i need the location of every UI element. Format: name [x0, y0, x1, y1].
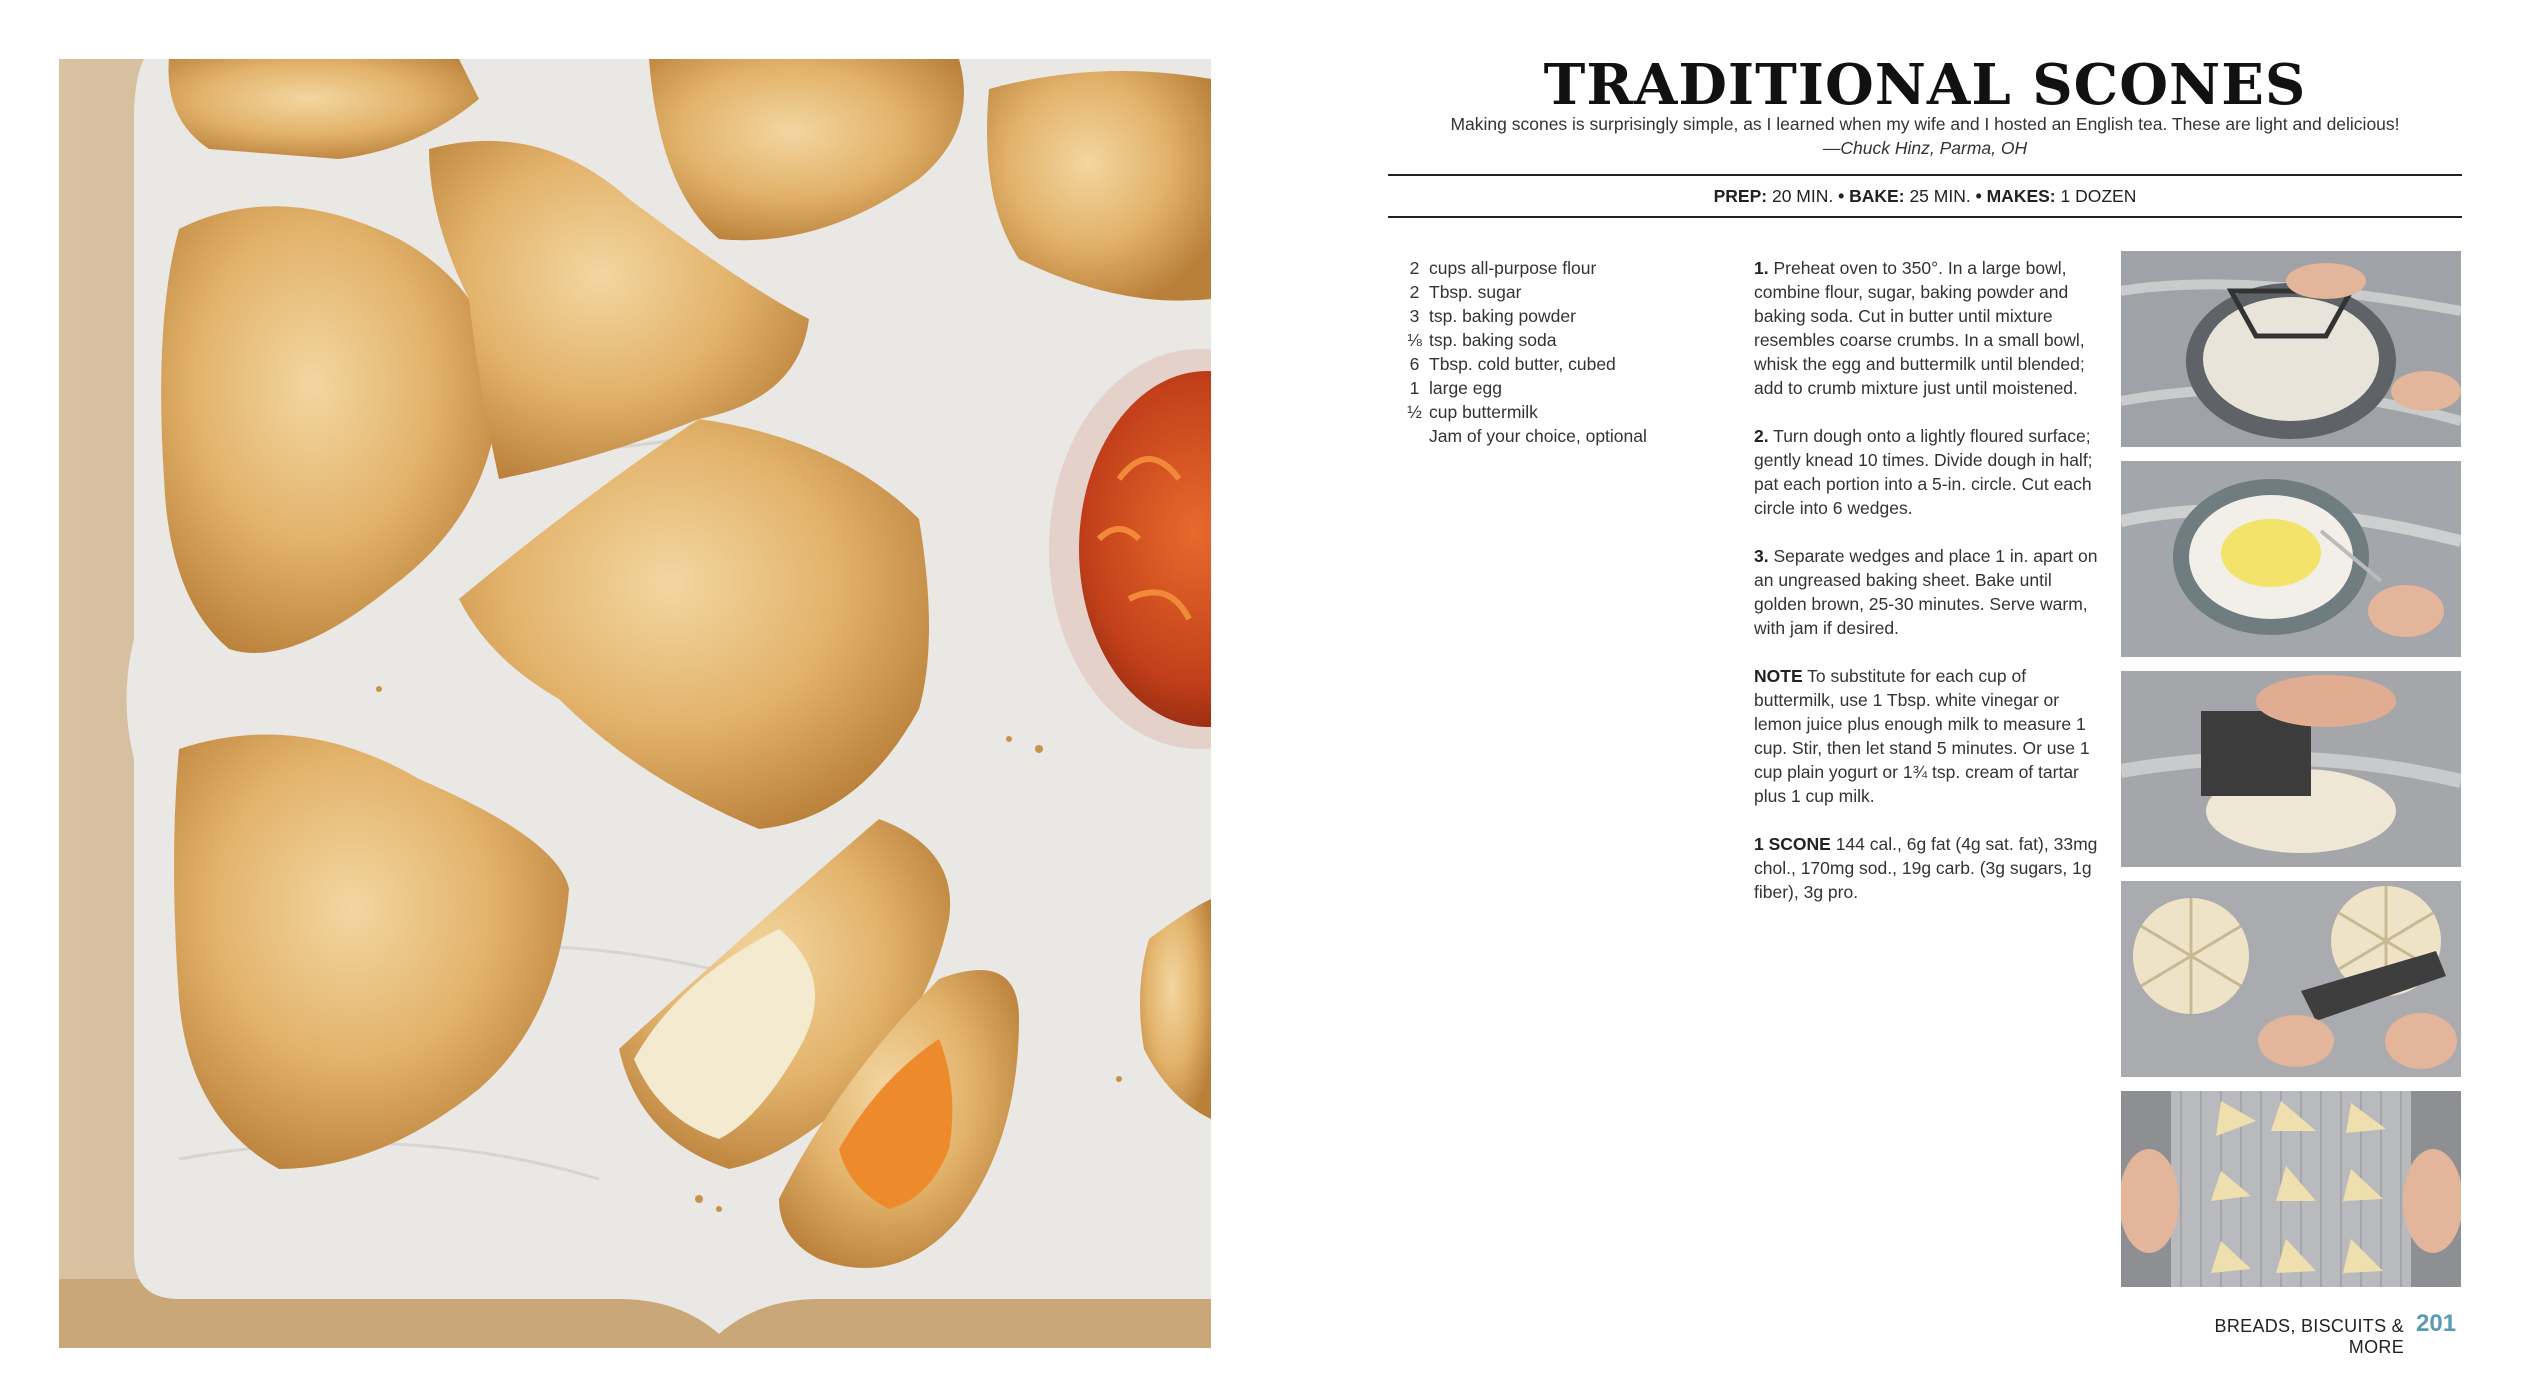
ingredient-qty: ½: [1407, 402, 1422, 422]
ingredient-row: [1400, 400, 1700, 424]
nutrition: [1754, 832, 2104, 904]
ingredient-item: tsp. baking powder: [1429, 306, 1576, 326]
bake-label: BAKE:: [1849, 186, 1905, 206]
ingredient-item: cup buttermilk: [1429, 402, 1538, 422]
prep-value: 20 MIN.: [1771, 186, 1834, 206]
ingredient-row: [1400, 256, 1700, 280]
nutrition-label: 1 SCONE: [1754, 834, 1831, 854]
ingredient-item: Jam of your choice, optional: [1429, 426, 1647, 446]
step-number: 1.: [1754, 258, 1769, 278]
note-text: To substitute for each cup of buttermilk, use 1 Tbsp. white vinegar or lemon juice plus enough milk to measure 1 cup. Stir, then let stand 5 minutes. Or use 1 cup plain yogurt or 1¾ tsp. cream of tartar plus 1 cup milk.: [1754, 666, 2090, 806]
note-label: NOTE: [1754, 666, 1803, 686]
step-text: Separate wedges and place 1 in. apart on an ungreased baking sheet. Bake until golden brown, 25-30 minutes. Serve warm, with jam if desired.: [1754, 546, 2098, 638]
note: [1754, 664, 2104, 808]
recipe-meta: [1390, 186, 2460, 207]
step-photo-baking-sheet: [2121, 1091, 2461, 1287]
step-photo-dough: [2121, 671, 2461, 867]
footer-section-title: BREADS, BISCUITS & MORE: [2214, 1316, 2404, 1357]
ingredient-item: Tbsp. cold butter, cubed: [1429, 354, 1616, 374]
ingredient-qty: 1: [1409, 378, 1420, 398]
step-1: [1754, 256, 2104, 400]
ingredient-qty: 2: [1409, 258, 1420, 278]
bake-value: 25 MIN.: [1909, 186, 1971, 206]
nutrition-text: 144 cal., 6g fat (4g sat. fat), 33mg chol., 170mg sod., 19g carb. (3g sugars, 1g fiber), 3g pro.: [1754, 834, 2098, 902]
ingredient-item: Tbsp. sugar: [1429, 282, 1522, 302]
makes-value: 1 DOZEN: [2060, 186, 2137, 206]
scones-hero-photo: [59, 59, 1211, 1348]
ingredient-row: [1400, 328, 1700, 352]
top-rule: [1388, 174, 2462, 176]
meta-separator: •: [1838, 186, 1845, 206]
ingredient-item: large egg: [1429, 378, 1502, 398]
ingredient-row: [1400, 376, 1700, 400]
step-3: [1754, 544, 2104, 640]
step-number: 2.: [1754, 426, 1769, 446]
recipe-title: TRADITIONAL SCONES: [1543, 52, 2307, 118]
makes-label: MAKES:: [1986, 186, 2056, 206]
ingredient-qty: ⅛: [1407, 330, 1422, 350]
bottom-rule: [1388, 216, 2462, 218]
ingredient-qty: 3: [1409, 306, 1420, 326]
ingredient-qty: [1400, 424, 1429, 448]
ingredient-row: [1400, 304, 1700, 328]
page-number: 201: [2416, 1310, 2457, 1337]
step-photo-cutting: [2121, 881, 2461, 1077]
ingredient-qty: 6: [1409, 354, 1420, 374]
step-text: Turn dough onto a lightly floured surface; gently knead 10 times. Divide dough in half; pat each portion into a 5-in. circle. Cut each circle into 6 wedges.: [1754, 426, 2093, 518]
meta-separator: •: [1975, 186, 1982, 206]
ingredient-item: tsp. baking soda: [1429, 330, 1557, 350]
step-photo-whisking: [2121, 461, 2461, 657]
method-steps: [1754, 256, 2104, 928]
step-2: [1754, 424, 2104, 520]
ingredient-row: [1400, 352, 1700, 376]
ingredient-row: [1400, 424, 1700, 448]
ingredient-item: cups all-purpose flour: [1429, 258, 1597, 278]
ingredient-list: [1400, 256, 1700, 448]
ingredient-qty: 2: [1409, 282, 1420, 302]
prep-label: PREP:: [1713, 186, 1768, 206]
step-number: 3.: [1754, 546, 1769, 566]
step-text: Preheat oven to 350°. In a large bowl, combine flour, sugar, baking powder and baking soda. Cut in butter until mixture resembles coarse crumbs. In a small bowl, whisk the egg and buttermilk until blended; add to crumb mixture just until moistened.: [1754, 258, 2085, 398]
recipe-byline: —Chuck Hinz, Parma, OH: [1822, 138, 2028, 158]
recipe-intro: Making scones is surprisingly simple, as I learned when my wife and I hosted an English tea. These are light and delicious!: [1450, 114, 2400, 134]
step-photo-mixing: [2121, 251, 2461, 447]
ingredient-row: [1400, 280, 1700, 304]
